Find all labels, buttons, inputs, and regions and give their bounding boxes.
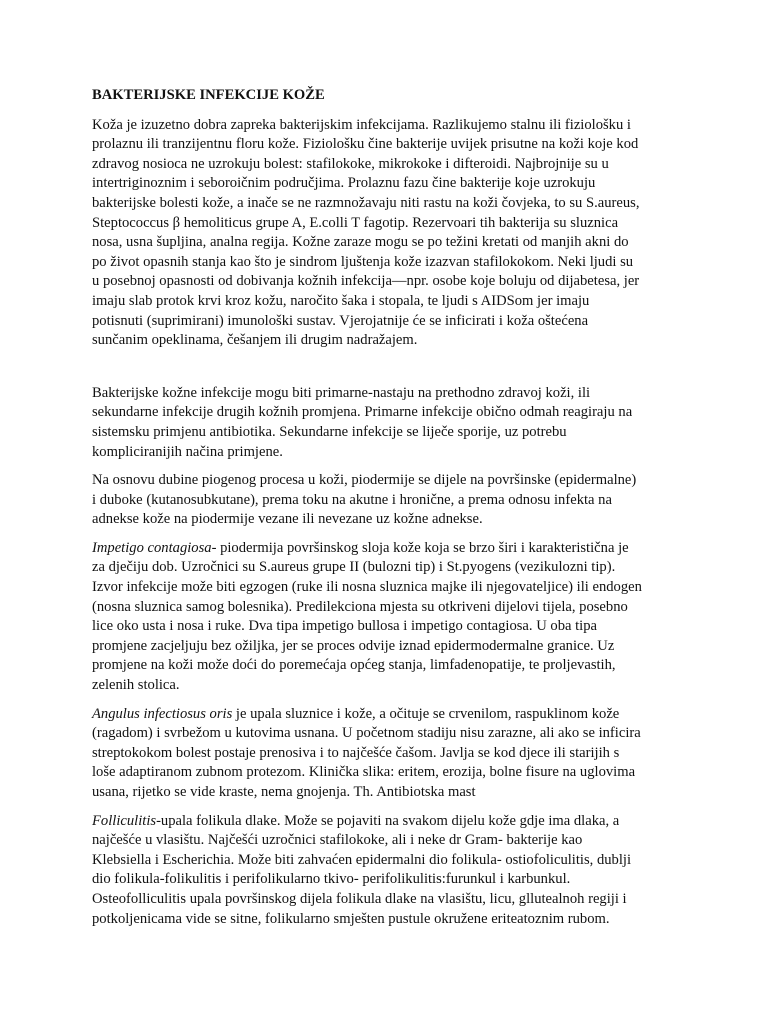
paragraph-line: Klebsiella i Escherichia. Može biti zahvaćen epidermalni dio folikula- ostiofoliculitis, dublji: [92, 851, 632, 868]
paragraph-line: bakterijske bolesti kože, a inače se ne razmnožavaju niti rastu na koži čovjeka, to su S.aureus,: [92, 194, 640, 211]
paragraph-line: za dječiju dob. Uzročnici su S.aureus grupe II (bulozni tip) i St.pyogens (vezikulozni tip).: [92, 559, 616, 576]
paragraph-line: intertriginoznim i seboroičnim područjima. Prolaznu fazu čine bakterije koje uzrokuju: [92, 175, 596, 192]
paragraph-line: promjene zacjeljuju bez ožiljka, jer se proces odvije iznad epidermodermalne granice. Uz: [92, 637, 615, 654]
paragraph-line: zdravog nosioca ne uzrokuju bolest: stafilokoke, mikrokoke i difteroidi. Najbrojnije su u: [92, 155, 609, 172]
paragraph-line: piodermija površinskog sloja kože koja se brzo širi i karakteristična je: [216, 539, 629, 556]
paragraph-line: adnekse kože na piodermije vezane ili nevezane uz kožne adnekse.: [92, 511, 483, 528]
paragraph-line: promjene na koži može doći do poremećaja općeg stanja, limfadenopatije, te proljevastih,: [92, 657, 616, 674]
paragraph-line: najčešće u vlasištu. Najčešći uzročnici stafilokoke, ali i neke dr Gram- bakterije kao: [92, 832, 583, 849]
paragraph-primary-secondary: [92, 384, 684, 462]
paragraph-line: prolaznu ili tranzijentnu floru kože. Fiziološku čine bakterije uvijek prisutne na koži koje kod: [92, 136, 639, 153]
paragraph-line: po život opasnih stanja kao što je sindrom ljuštenja kože izazvan stafilokokom. Neki ljudi su: [92, 253, 634, 270]
paragraph-line: potkoljenicama vide se sitne, folikularno smješten pustule okružene eriteatoznim rubom.: [92, 910, 610, 927]
paragraph-line: kompliciranijih načina primjene.: [92, 443, 283, 460]
paragraph-line: sistemsku primjenu antibiotika. Sekundarne infekcije se liječe sporije, uz potrebu: [92, 423, 567, 440]
paragraph-line: usana, rijetko se vide kraste, nema gnojenja. Th. Antibiotska mast: [92, 784, 476, 800]
paragraph-folliculitis: [92, 812, 684, 930]
term-angulus: Angulus infectiosus oris: [92, 705, 233, 722]
term-folliculitis: Folliculitis: [92, 812, 157, 829]
paragraph-line: (nosna sluznica samog bolesnika). Predilekciona mjesta su otkriveni dijelovi tijela, posebno: [92, 598, 628, 615]
paragraph-line: loše adaptiranom zubnom protezom. Klinička slika: eritem, erozija, bolne fisure na uglovima: [92, 764, 636, 781]
paragraph-line: potisnuti (suprimirani) imunološki sustav. Vjerojatnije će se inficirati i koža oštećena: [92, 312, 589, 329]
paragraph-line: Izvor infekcije može biti egzogen (ruke ili nosna sluznica majke ili njegovateljice) ili endogen: [92, 579, 642, 596]
paragraph-line: je upala sluznice i kože, a očituje se crvenilom, raspuklinom kože: [232, 705, 620, 722]
paragraph-line: Steptococcus β hemoliticus grupe A, E.colli T fagotip. Rezervoari tih bakterija su sluznica: [92, 214, 619, 231]
paragraph-line: Osteofolliculitis upala površinskog dijela folikula dlake na vlasištu, licu, gllutealnoh regiji i: [92, 890, 627, 907]
paragraph-line: dio folikula-folikulitis i perifolikularno tkivo- perifolikulitis:furunkul i karbunkul.: [92, 871, 571, 888]
paragraph-intro: [92, 116, 684, 351]
paragraph-line: Bakterijske kožne infekcije mogu biti primarne-nastaju na prethodno zdravoj koži, ili: [92, 384, 591, 401]
paragraph-line: (ragadom) i svrbežom u kutovima usnana. U početnom stadiju nisu zarazne, ali ako se inficira: [92, 725, 641, 742]
paragraph-line: u posebnoj opasnosti od dobivanja kožnih infekcija—npr. osobe koje boluju od dijabetesa, jer: [92, 273, 640, 290]
paragraph-impetigo: [92, 539, 684, 696]
paragraph-line: imaju slab protok krvi kroz kožu, naročito šaka i stopala, te ljudi s AIDSom jer imaju: [92, 292, 590, 309]
term-impetigo: Impetigo contagiosa-: [92, 539, 217, 556]
paragraph-line: zelenih stolica.: [92, 677, 180, 694]
paragraph-line: sekundarne infekcije drugih kožnih promjena. Primarne infekcije obično odmah reagiraju na: [92, 404, 633, 421]
paragraph-line: streptokokom bolest postaje prenosiva i to najčešće čašom. Javlja se kod djece ili starijih s: [92, 744, 620, 761]
paragraph-classification: [92, 471, 684, 530]
paragraph-line: Koža je izuzetno dobra zapreka bakterijskim infekcijama. Razlikujemo stalnu ili fiziološku i: [92, 116, 631, 133]
paragraph-line: lice oko usta i nosa i ruke. Dva tipa impetigo bullosa i impetigo contagiosa. U oba tipa: [92, 618, 598, 635]
document-page: [92, 86, 684, 938]
paragraph-line: Na osnovu dubine piogenog procesa u koži, piodermije se dijele na površinske (epidermalne): [92, 472, 637, 489]
paragraph-line: -upala folikula dlake. Može se pojaviti na svakom dijelu kože gdje ima dlaka, a: [156, 812, 620, 829]
paragraph-line: sunčanim opeklinama, češanjem ili drugim nadražajem.: [92, 332, 418, 349]
paragraph-angulus: [92, 705, 684, 803]
document-title: BAKTERIJSKE INFEKCIJE KOŽE: [92, 87, 325, 103]
paragraph-line: i duboke (kutanosubkutane), prema toku na akutne i hronične, a prema odnosu infekta na: [92, 491, 612, 508]
paragraph-line: nosa, usna šupljina, analna regija. Kožne zaraze mogu se po težini kretati od manjih akni do: [92, 234, 629, 251]
